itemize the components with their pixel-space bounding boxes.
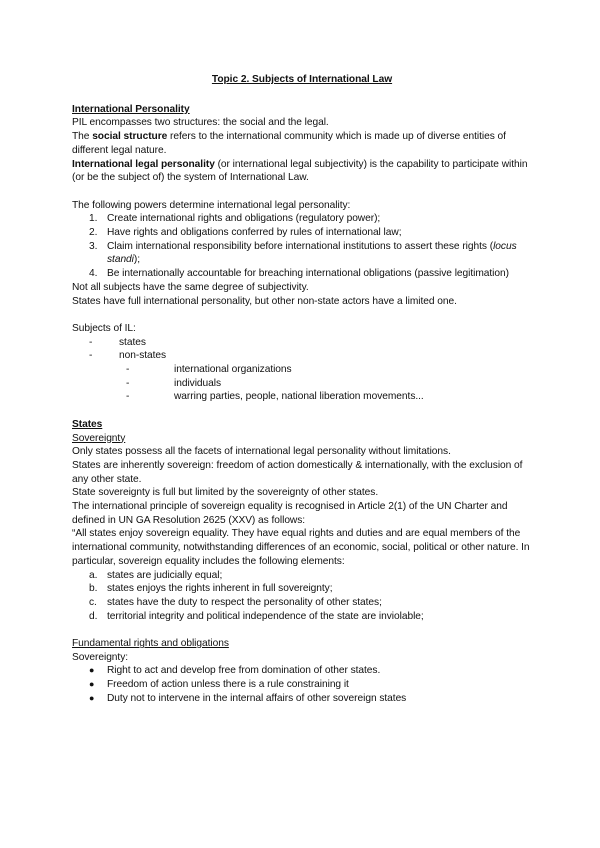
list-item: - non-states - international organizations - individuals - warring parties, people, national liberation movements...: [72, 349, 532, 404]
list-item: 2. Have rights and obligations conferred by rules of international law;: [89, 227, 402, 239]
paragraph: Not all subjects have the same degree of subjectivity.: [72, 281, 309, 293]
list-item: ● Duty not to intervene in the internal affairs of other sovereign states: [89, 692, 407, 704]
paragraph: State sovereignty is full but limited by the sovereignty of other states.: [72, 487, 379, 499]
section-heading-international-personality: International Personality: [72, 103, 190, 115]
list-item: - international organizations: [126, 364, 292, 376]
list-item: - states: [89, 336, 146, 348]
bullet-icon: ●: [89, 679, 95, 690]
list-item: 1. Create international rights and obligations (regulatory power);: [89, 213, 381, 225]
paragraph: PIL encompasses two structures: the social and the legal.: [72, 117, 329, 129]
list-item: - warring parties, people, national liberation movements...: [126, 391, 424, 403]
paragraph: States are inherently sovereign: freedom of action domestically & internationally, with the exclusion of any other state.: [72, 459, 523, 485]
subheading-sovereignty: Sovereignty: [72, 432, 126, 444]
non-states-list: [119, 363, 532, 404]
paragraph: Only states possess all the facets of international legal personality without limitations.: [72, 446, 451, 458]
sovereign-elements-list: [72, 569, 532, 624]
powers-list: [72, 212, 532, 281]
document-page: [72, 60, 532, 706]
list-item: d. territorial integrity and political independence of the state are inviolable;: [89, 610, 424, 622]
list-item: 3. Claim international responsibility before international institutions to assert these rights (locus standi);: [89, 240, 517, 266]
bullet-icon: ●: [89, 665, 95, 676]
list-item: ● Right to act and develop free from domination of other states.: [89, 665, 381, 677]
paragraph: “All states enjoy sovereign equality. They have equal rights and duties and are equal members of the international community, notwithstanding differences of an economic, social, political or other nature. In particular, sovereign equality includes the following elements:: [72, 528, 530, 567]
subheading-fundamental-rights: Fundamental rights and obligations: [72, 638, 229, 650]
paragraph: The social structure refers to the international community which is made up of diverse entities of different legal nature.: [72, 131, 506, 156]
paragraph: International legal personality (or international legal subjectivity) is the capability to participate within (or be the subject of) the system of International Law.: [72, 158, 528, 184]
paragraph: Subjects of IL:: [72, 322, 136, 334]
paragraph: The international principle of sovereign equality is recognised in Article 2(1) of the UN Charter and defined in UN GA Resolution 2625 (XXV) as follows:: [72, 501, 508, 526]
bullet-icon: ●: [89, 692, 95, 703]
list-item: - individuals: [126, 377, 222, 389]
page-title: Topic 2. Subjects of International Law: [211, 74, 393, 85]
list-item: b. states enjoys the rights inherent in full sovereignty;: [89, 583, 333, 595]
list-item: a. states are judicially equal;: [89, 569, 223, 581]
list-item: c. states have the duty to respect the personality of other states;: [89, 596, 382, 608]
paragraph: The following powers determine international legal personality:: [72, 199, 351, 211]
list-item: ● Freedom of action unless there is a rule constraining it: [89, 679, 349, 691]
section-heading-states: States: [72, 418, 103, 430]
paragraph: Sovereignty:: [72, 651, 129, 663]
subjects-list: [72, 336, 532, 405]
fundamental-list: [72, 664, 532, 705]
paragraph: States have full international personality, but other non-state actors have a limited one.: [72, 295, 457, 307]
list-item: 4. Be internationally accountable for breaching international obligations (passive legitimation): [89, 268, 509, 280]
